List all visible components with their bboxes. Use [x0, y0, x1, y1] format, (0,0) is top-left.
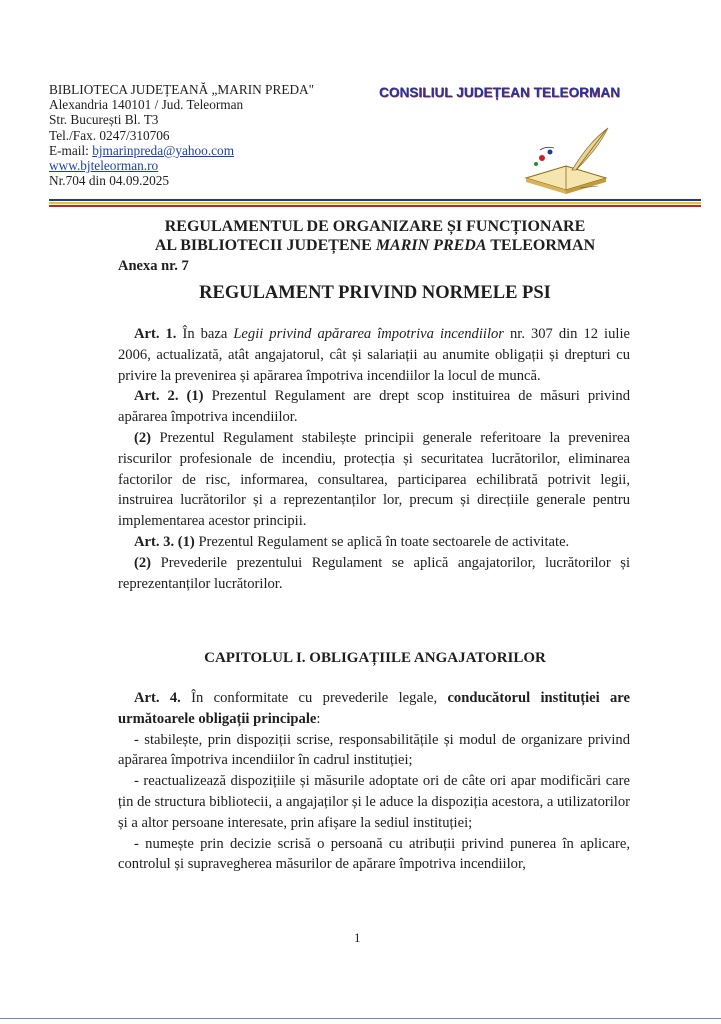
title-part: AL BIBLIOTECII JUDEȚENE — [154, 237, 376, 254]
reference-number: Nr.704 din 04.09.2025 — [49, 173, 170, 189]
article-4-intro — [118, 688, 630, 730]
paragraph-number: (1) — [178, 388, 204, 405]
book-quill-logo — [520, 126, 612, 194]
article-text: Prevederile prezentului Regulament se aplică angajatorilor, lucrătorilor și reprezentanților lucrătorilor. — [118, 554, 630, 592]
institution-name: BIBLIOTECA JUDEȚEANĂ „MARIN PREDA" — [49, 82, 315, 97]
paragraph-number: (1) — [174, 533, 195, 550]
article-1 — [118, 324, 630, 386]
article-3-para-2 — [118, 553, 630, 595]
list-item: - reactualizează dispozițiile și măsurile adoptate ori de câte ori apar modificări care țin de structura bibliotecii, a angajaților și le aduce la dispoziția acestora, a utilizatorilor și a altor persoane interesate, prin afișare la sediul instituției; — [118, 773, 630, 831]
chapter-heading: CAPITOLUL I. OBLIGAȚIILE ANGAJATORILOR — [204, 650, 546, 666]
email-line — [49, 143, 349, 158]
article-text: În conformitate cu prevederile legale, — [180, 690, 448, 706]
title-part: TELEORMAN — [486, 237, 596, 254]
paragraph-number: (2) — [134, 429, 152, 446]
article-text: : — [316, 710, 321, 727]
articles-section — [118, 324, 630, 594]
article-4-section — [118, 688, 630, 875]
annex-label: Anexa nr. 7 — [118, 258, 189, 274]
article-2-para-2 — [118, 428, 630, 532]
phone-line: Tel./Fax. 0247/310706 — [49, 127, 170, 143]
article-text: nr. 307 din 12 iulie 2006, actualizată, atât angajatorul, cât și salariații au anumite obligații și drepturi cu privire la prevenirea și apărarea împotriva incendiilor la locul de muncă. — [118, 326, 630, 384]
article-text: În baza — [176, 326, 234, 342]
article-label: Art. 2. — [134, 388, 179, 405]
list-item: - stabilește, prin dispoziții scrise, responsabilitățile și modul de organizare privind apărarea împotriva incendiilor în cadrul instituției; — [118, 731, 630, 769]
article-3-para-1 — [118, 532, 630, 553]
footer-divider — [0, 1018, 721, 1019]
article-text: Prezentul Regulament stabilește principii generale referitoare la prevenirea riscurilor profesionale de incendiu, protecția și securitatea lucrătorilor, eliminarea factorilor de risc, informarea, consultarea, participarea echilibrată potrivit legii, instruirea lucrătorilor și a reprezentanților lor, precum și direcțiile generale pentru implementarea acestor principii. — [118, 429, 630, 530]
article-label: Art. 1. — [134, 326, 177, 342]
article-label: Art. 4. — [134, 690, 181, 706]
regulation-title: REGULAMENT PRIVIND NORMELE PSI — [199, 283, 551, 303]
email-label: E-mail: — [49, 142, 93, 158]
page-number: 1 — [354, 930, 361, 945]
tricolor-divider — [49, 199, 701, 209]
article-label: Art. 3. — [134, 533, 175, 550]
article-2-para-1 — [118, 386, 630, 428]
title-italic-part: MARIN PREDA — [375, 237, 487, 254]
article-text: Prezentul Regulament se aplică în toate sectoarele de activitate. — [194, 533, 570, 550]
document-title-line2 — [49, 237, 701, 255]
address-line: Alexandria 140101 / Jud. Teleorman — [49, 97, 244, 113]
article-text: Prezentul Regulament are drept scop instituirea de măsuri privind apărarea împotriva incendiilor. — [118, 388, 630, 426]
email-link[interactable]: bjmarinpreda@yahoo.com — [92, 142, 235, 158]
law-title: Legii privind apărarea împotriva incendiilor — [233, 326, 504, 342]
letterhead-address — [49, 82, 349, 188]
list-item: - numește prin decizie scrisă o persoană cu atribuții privind punerea în aplicare, controlul și supravegherea măsurilor de apărare împotriva incendiilor, — [118, 835, 630, 873]
council-name: CONSILIUL JUDEȚEAN TELEORMAN — [379, 85, 621, 100]
street-line: Str. București Bl. T3 — [49, 112, 159, 128]
document-title-line1: REGULAMENTUL DE ORGANIZARE ȘI FUNCȚIONARE — [164, 218, 586, 235]
paragraph-number: (2) — [134, 554, 152, 571]
website-link[interactable]: www.bjteleorman.ro — [49, 158, 159, 174]
article-emphasis: conducătorul instituției are următoarele obligații principale — [118, 690, 630, 727]
